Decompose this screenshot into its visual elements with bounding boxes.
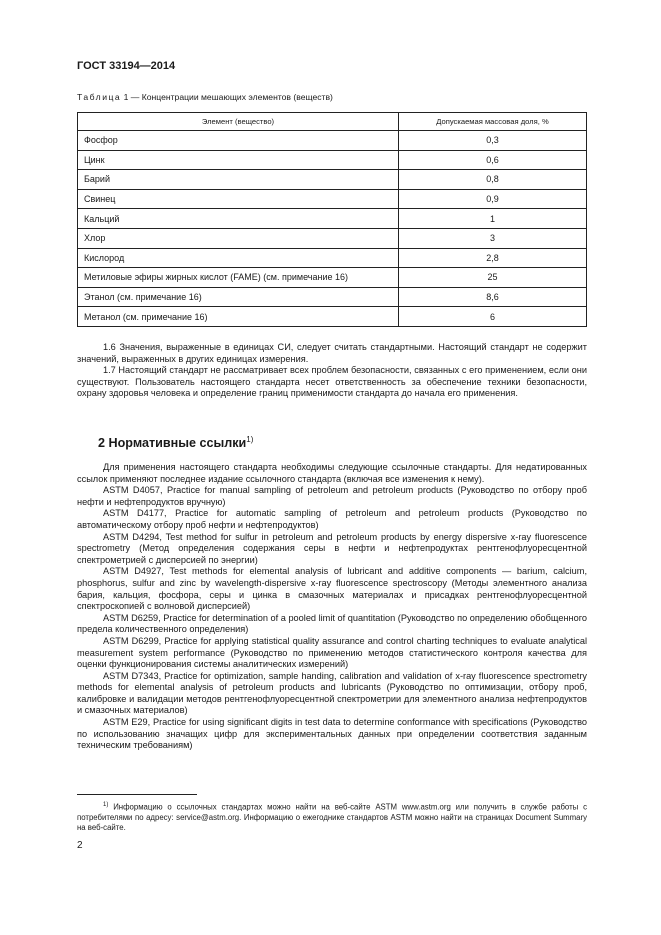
value-cell: 1 xyxy=(399,209,587,229)
footnote-text: Информацию о ссылочных стандартах можно найти на веб-сайте ASTM www.astm.org или получить в службе работы с потребителями по адресу: service@astm.org. Информацию о ежегоднике стандартов ASTM можно найти на страницах Document Summary на веб-сайте. xyxy=(77,802,587,833)
element-cell: Свинец xyxy=(78,189,399,209)
section-title: 2 Нормативные ссылки xyxy=(98,436,247,451)
table-row xyxy=(78,150,587,170)
reference-item: ASTM D6259, Practice for determination of a pooled limit of quantitation (Руководство по определению обобщенного предела количественного определения) xyxy=(77,612,587,635)
scope-paragraphs xyxy=(77,342,587,400)
reference-item: ASTM D4927, Test methods for elemental analysis of lubricant and additive components — barium, calcium, phosphorus, sulfur and zinc by wavelength-dispersive x-ray fluorescence spectroscopy (Методы элементного анализа бария, кальция, фосфора, серы и цинка в смазочных материалах и присадках рентгенофлуоресцентной спектроскопией с волновой дисперсией) xyxy=(77,566,587,612)
section-footnote-mark: 1) xyxy=(246,435,254,444)
table-caption-title: 1 — Концентрации мешающих элементов (веществ) xyxy=(121,92,333,102)
value-cell: 8,6 xyxy=(399,287,587,307)
element-cell: Кислород xyxy=(78,248,399,268)
element-cell: Метиловые эфиры жирных кислот (FAME) (см. примечание 16) xyxy=(78,268,399,288)
table-row xyxy=(78,307,587,327)
reference-item: ASTM D4177, Practice for automatic sampling of petroleum and petroleum products (Руководство по автоматическому отбору проб нефти и нефтепродуктов) xyxy=(77,508,587,530)
value-cell: 3 xyxy=(399,228,587,248)
table-header-row xyxy=(78,113,587,131)
paragraph-1-6: 1.6 Значения, выраженные в единицах СИ, следует считать стандартными. Настоящий стандарт не содержит значений, выраженных в других единицах измерения. xyxy=(77,342,587,364)
value-cell: 0,9 xyxy=(399,189,587,209)
table-row xyxy=(78,189,587,209)
value-cell: 0,6 xyxy=(399,150,587,170)
element-cell: Хлор xyxy=(78,228,399,248)
element-cell: Фосфор xyxy=(78,131,399,151)
element-cell: Барий xyxy=(78,170,399,190)
table-row xyxy=(78,248,587,268)
value-cell: 6 xyxy=(399,307,587,327)
column-header-value: Допускаемая массовая доля, % xyxy=(399,113,587,131)
element-cell: Этанол (см. примечание 16) xyxy=(78,287,399,307)
value-cell: 25 xyxy=(399,268,587,288)
table-caption-prefix: Таблица xyxy=(77,92,122,102)
table-row xyxy=(78,209,587,229)
paragraph-1-7: 1.7 Настоящий стандарт не рассматривает всех проблем безопасности, связанных с его применением, если они существуют. Пользователь настоящего стандарта несет ответственность за обеспечение техники безопасности, охрану здоровья человека и определение границ применимости стандарта до начала его применения. xyxy=(77,365,587,399)
element-cell: Кальций xyxy=(78,209,399,229)
reference-item: ASTM D7343, Practice for optimization, sample handing, calibration and validation of x-ray fluorescence spectrometry methods for elemental analysis of petroleum products and lubricants (Руководство по оптимизации, отбору проб, калибровке и валидации методов рентгенофлуоресцентной спектрометрии для элементного анализа нефтепродуктов и смазочных материалов) xyxy=(77,670,587,716)
element-cell: Цинк xyxy=(78,150,399,170)
reference-item: ASTM E29, Practice for using significant digits in test data to determine conformance with specifications (Руководство по использованию значащих цифр для экспериментальных данных при определении соответствия заданным техническим требованиям) xyxy=(77,717,587,751)
table-caption xyxy=(77,92,333,102)
table-row xyxy=(78,170,587,190)
footnote xyxy=(77,800,587,833)
document-code: ГОСТ 33194—2014 xyxy=(77,60,176,72)
reference-item: ASTM D6299, Practice for applying statistical quality assurance and control charting techniques to evaluate analytical measurement system performance (Руководство по применению методов статистического контроля качества для оценки функционирования системы аналитических измерений) xyxy=(77,635,587,670)
interfering-elements-table xyxy=(77,112,587,327)
footnote-mark: 1) xyxy=(103,802,109,808)
section-heading xyxy=(98,435,253,450)
table-row xyxy=(78,268,587,288)
table-row xyxy=(78,228,587,248)
table-row xyxy=(78,287,587,307)
element-cell: Метанол (см. примечание 16) xyxy=(78,307,399,327)
value-cell: 2,8 xyxy=(399,248,587,268)
page-number: 2 xyxy=(77,840,83,851)
normative-references xyxy=(77,462,587,752)
value-cell: 0,3 xyxy=(399,131,587,151)
reference-item: ASTM D4057, Practice for manual sampling of petroleum and petroleum products (Руководство по отбору проб нефти и нефтепродуктов вручную) xyxy=(77,485,587,507)
reference-item: ASTM D4294, Test method for sulfur in petroleum and petroleum products by energy dispersive x-ray fluorescence spectrometry (Метод определения содержания серы в нефти и нефтепродуктах рентгенофлуоресцентной спектрометрией с дисперсией по энергии) xyxy=(77,531,587,565)
footnote-divider xyxy=(77,794,197,795)
value-cell: 0,8 xyxy=(399,170,587,190)
column-header-element: Элемент (вещество) xyxy=(78,113,399,131)
references-intro: Для применения настоящего стандарта необходимы следующие ссылочные стандарты. Для недатированных ссылок применяют последнее издание ссылочного стандарта (включая все изменения к нему). xyxy=(77,462,587,484)
table-row xyxy=(78,131,587,151)
